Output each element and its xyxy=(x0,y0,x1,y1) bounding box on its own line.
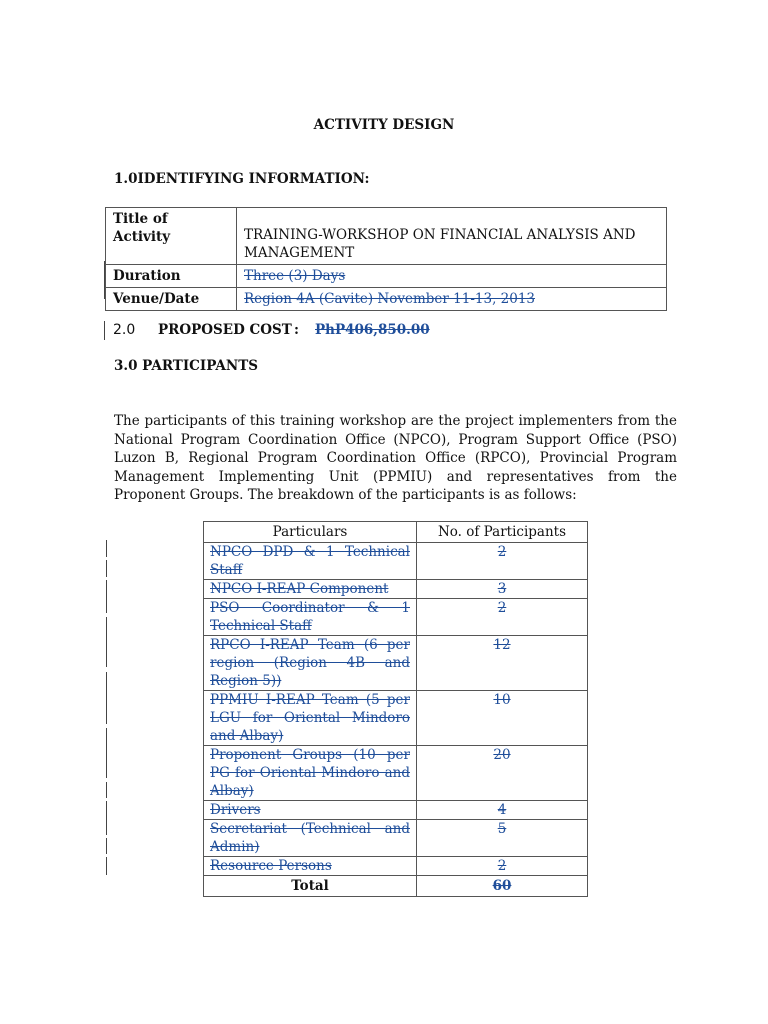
participants-header-row xyxy=(204,522,588,543)
total-row xyxy=(204,876,588,897)
section-2-number: 2.0 xyxy=(113,322,136,338)
table-row xyxy=(204,543,588,580)
change-bar xyxy=(106,540,107,557)
count-cell: 12 xyxy=(417,636,588,691)
info-row-title xyxy=(106,208,667,265)
table-row xyxy=(204,599,588,636)
particular-cell: PPMIU I-REAP Team (5 per LGU for Oriental Mindoro and Albay) xyxy=(204,691,417,746)
count-cell: 10 xyxy=(417,691,588,746)
table-row xyxy=(204,820,588,857)
count-cell: 2 xyxy=(417,857,588,876)
participants-table xyxy=(203,521,588,897)
identifying-info-table xyxy=(105,207,667,311)
count-cell: 20 xyxy=(417,746,588,801)
document-title: ACTIVITY DESIGN xyxy=(313,117,455,133)
change-bar xyxy=(106,672,107,724)
section-2-label: PROPOSED COST xyxy=(158,322,292,338)
info-row-duration xyxy=(106,265,667,288)
particular-cell: NPCO DPD & 1 Technical Staff xyxy=(204,543,417,580)
header-particulars: Particulars xyxy=(204,522,417,543)
change-bar xyxy=(106,857,107,875)
header-count: No. of Participants xyxy=(417,522,588,543)
table-row xyxy=(204,801,588,820)
change-bar xyxy=(104,261,105,299)
table-row xyxy=(204,691,588,746)
total-value: 60 xyxy=(417,876,588,897)
change-bar xyxy=(106,617,107,667)
count-cell: 2 xyxy=(417,599,588,636)
count-cell: 2 xyxy=(417,543,588,580)
particular-cell: Drivers xyxy=(204,801,417,820)
info-label-venue: Venue/Date xyxy=(106,288,237,311)
info-label-duration: Duration xyxy=(106,265,237,288)
section-1-heading: 1.0IDENTIFYING INFORMATION: xyxy=(114,171,370,187)
particular-cell: NPCO I-REAP Component xyxy=(204,580,417,599)
total-label: Total xyxy=(204,876,417,897)
particular-cell: Proponent Groups (10 per PG for Oriental Mindoro and Albay) xyxy=(204,746,417,801)
table-row xyxy=(204,857,588,876)
change-bar xyxy=(106,782,107,798)
section-3-heading: 3.0 PARTICIPANTS xyxy=(114,358,259,374)
info-value-title: TRAINING-WORKSHOP ON FINANCIAL ANALYSIS AND MANAGEMENT xyxy=(237,208,667,265)
count-cell: 3 xyxy=(417,580,588,599)
info-row-venue xyxy=(106,288,667,311)
info-label-title: Title of Activity xyxy=(106,208,237,265)
section-2-colon: : xyxy=(294,322,299,338)
info-value-duration: Three (3) Days xyxy=(237,265,667,288)
proposed-cost-value: PhP406,850.00 xyxy=(315,322,430,338)
particular-cell: Resource Persons xyxy=(204,857,417,876)
change-bar xyxy=(104,321,105,340)
change-bar xyxy=(106,560,107,577)
change-bar xyxy=(106,728,107,778)
count-cell: 5 xyxy=(417,820,588,857)
particular-cell: Secretariat (Technical and Admin) xyxy=(204,820,417,857)
change-bar xyxy=(106,580,107,613)
table-row xyxy=(204,746,588,801)
count-cell: 4 xyxy=(417,801,588,820)
info-value-venue: Region 4A (Cavite) November 11-13, 2013 xyxy=(237,288,667,311)
change-bar xyxy=(106,838,107,854)
participants-paragraph: The participants of this training workshop are the project implementers from the National Program Coordination Office (NPCO), Program Support Office (PSO) Luzon B, Regional Program Coordination Office (RPCO), Provincial Program Management Implementing Unit (PPMIU) and representatives from the Proponent Groups. The breakdown of the participants is as follows: xyxy=(114,413,677,503)
particular-cell: PSO Coordinator & 1 Technical Staff xyxy=(204,599,417,636)
change-bar xyxy=(106,801,107,835)
particular-cell: RPCO I-REAP Team (6 per region (Region 4B and Region 5)) xyxy=(204,636,417,691)
table-row xyxy=(204,636,588,691)
table-row xyxy=(204,580,588,599)
